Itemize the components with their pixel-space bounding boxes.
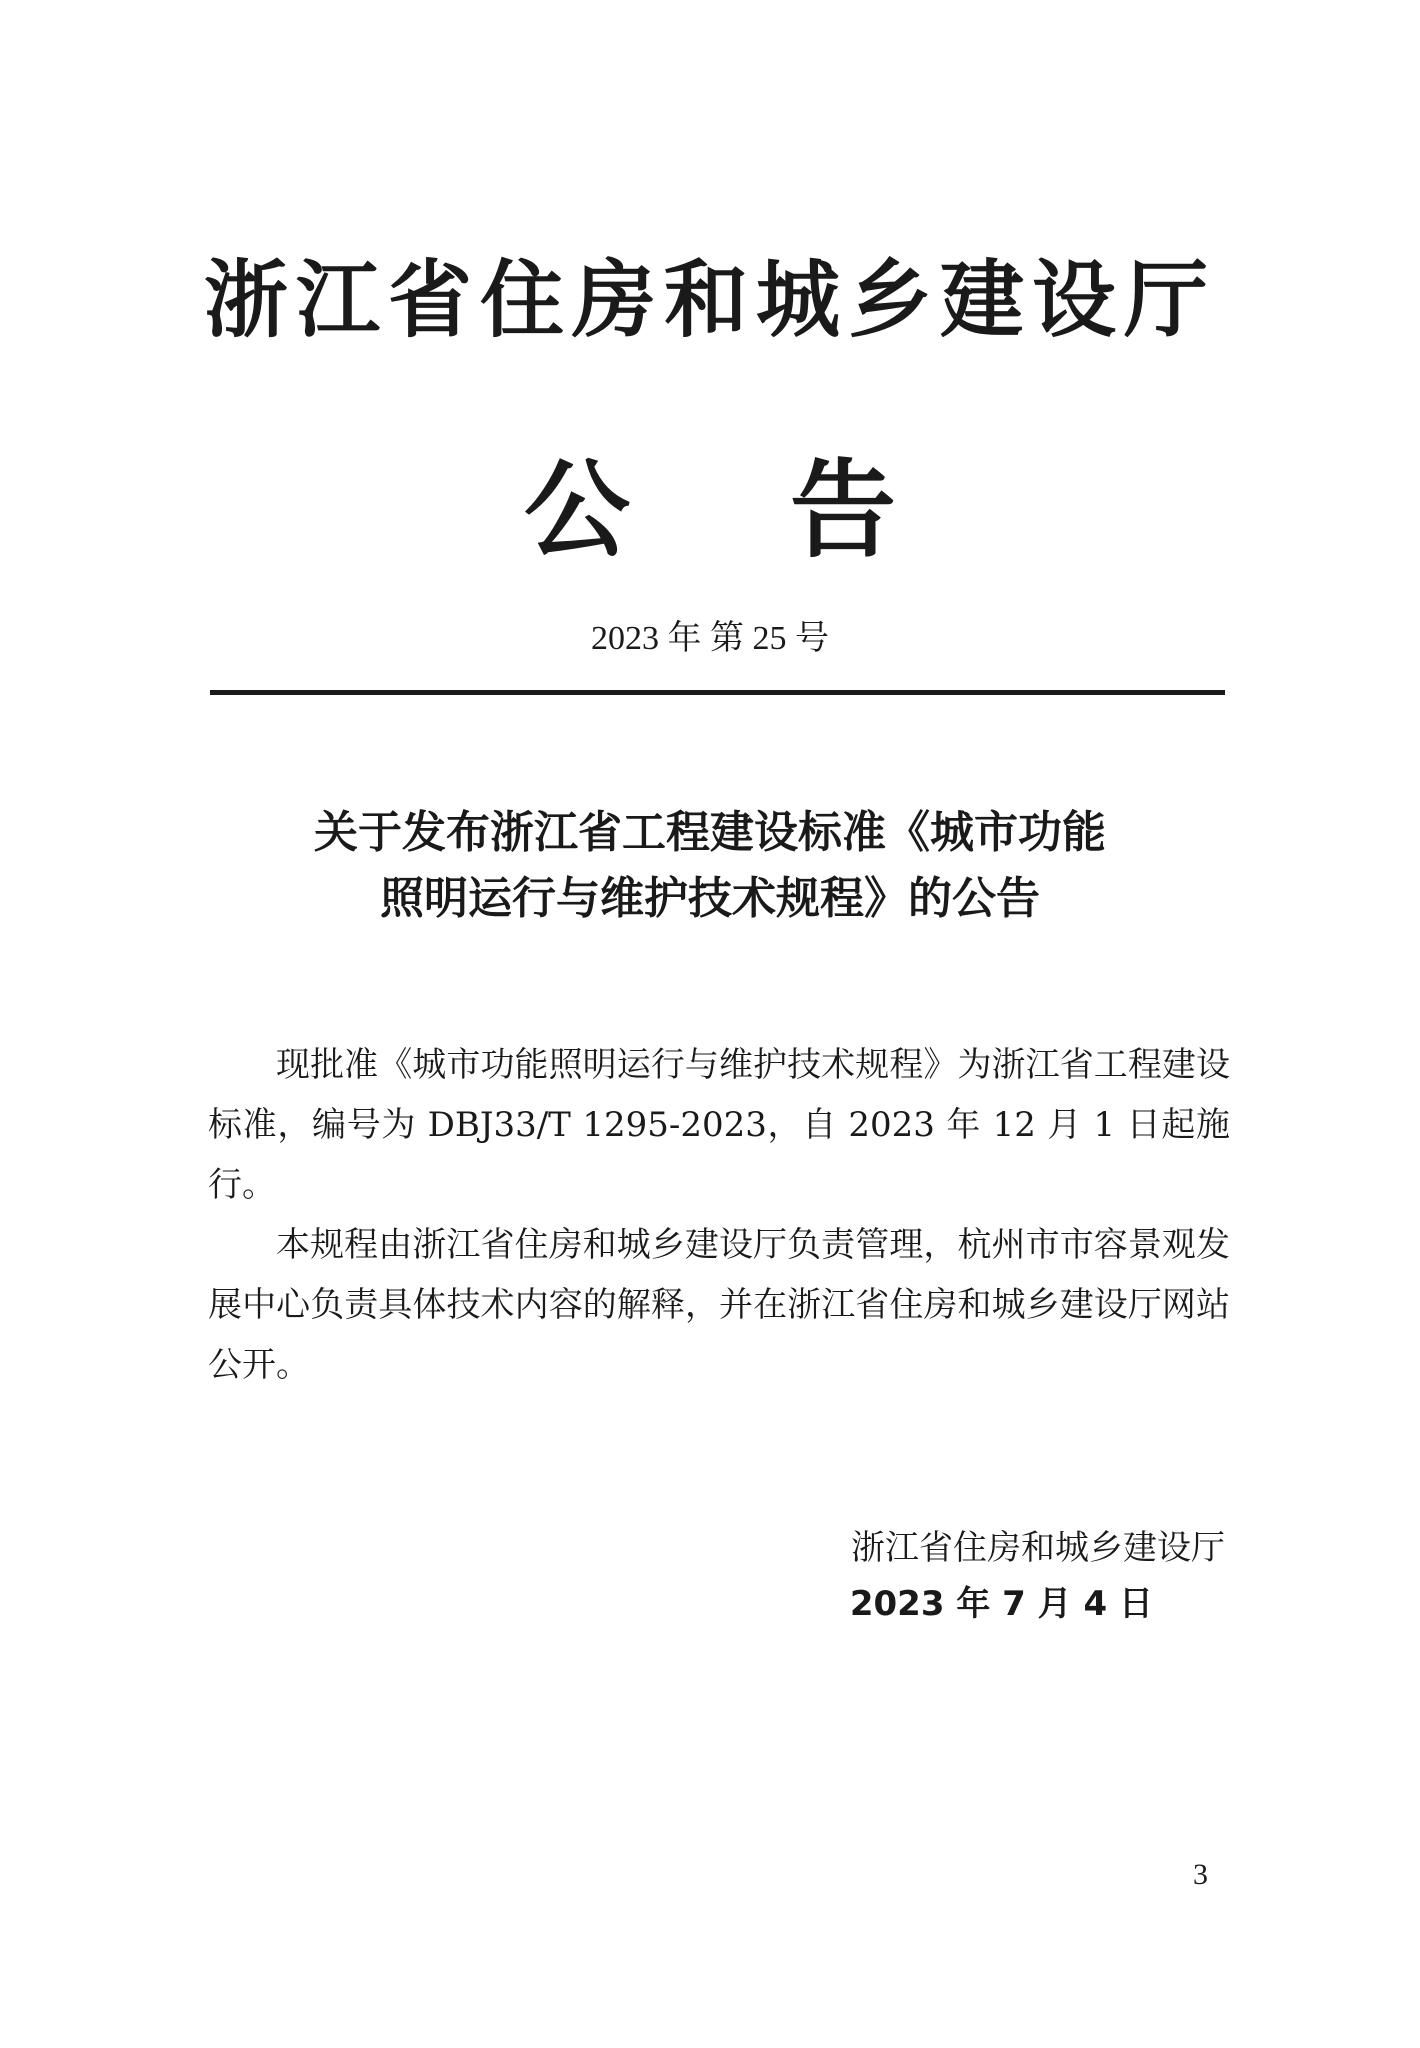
notice-title (200, 800, 1220, 932)
issuing-agency-heading: 浙江省住房和城乡建设厅 (203, 250, 1216, 349)
body-paragraph-1: 现批准《城市功能照明运行与维护技术规程》为浙江省工程建设标准，编号为 DBJ33/T 1295-2023，自 2023 年 12 月 1 日起施行。 (208, 1045, 1230, 1205)
signature-block (850, 1520, 1225, 1632)
body-paragraph-2: 本规程由浙江省住房和城乡建设厅负责管理，杭州市市容景观发展中心负责具体技术内容的解释，并在浙江省住房和城乡建设厅网站公开。 (208, 1225, 1230, 1385)
header-divider (210, 690, 1225, 695)
notice-title-line-2: 照明运行与维护技术规程》的公告 (380, 873, 1040, 924)
document-number: 2023 年 第 25 号 (591, 620, 829, 657)
signature-date: 2023 年 7 月 4 日 (849, 1584, 1153, 1624)
page-number: 3 (1193, 1858, 1208, 1891)
signature-organization: 浙江省住房和城乡建设厅 (851, 1528, 1225, 1568)
document-type-heading: 公告 (524, 447, 1056, 572)
notice-title-line-1: 关于发布浙江省工程建设标准《城市功能 (314, 807, 1106, 858)
notice-body (208, 1035, 1230, 1395)
